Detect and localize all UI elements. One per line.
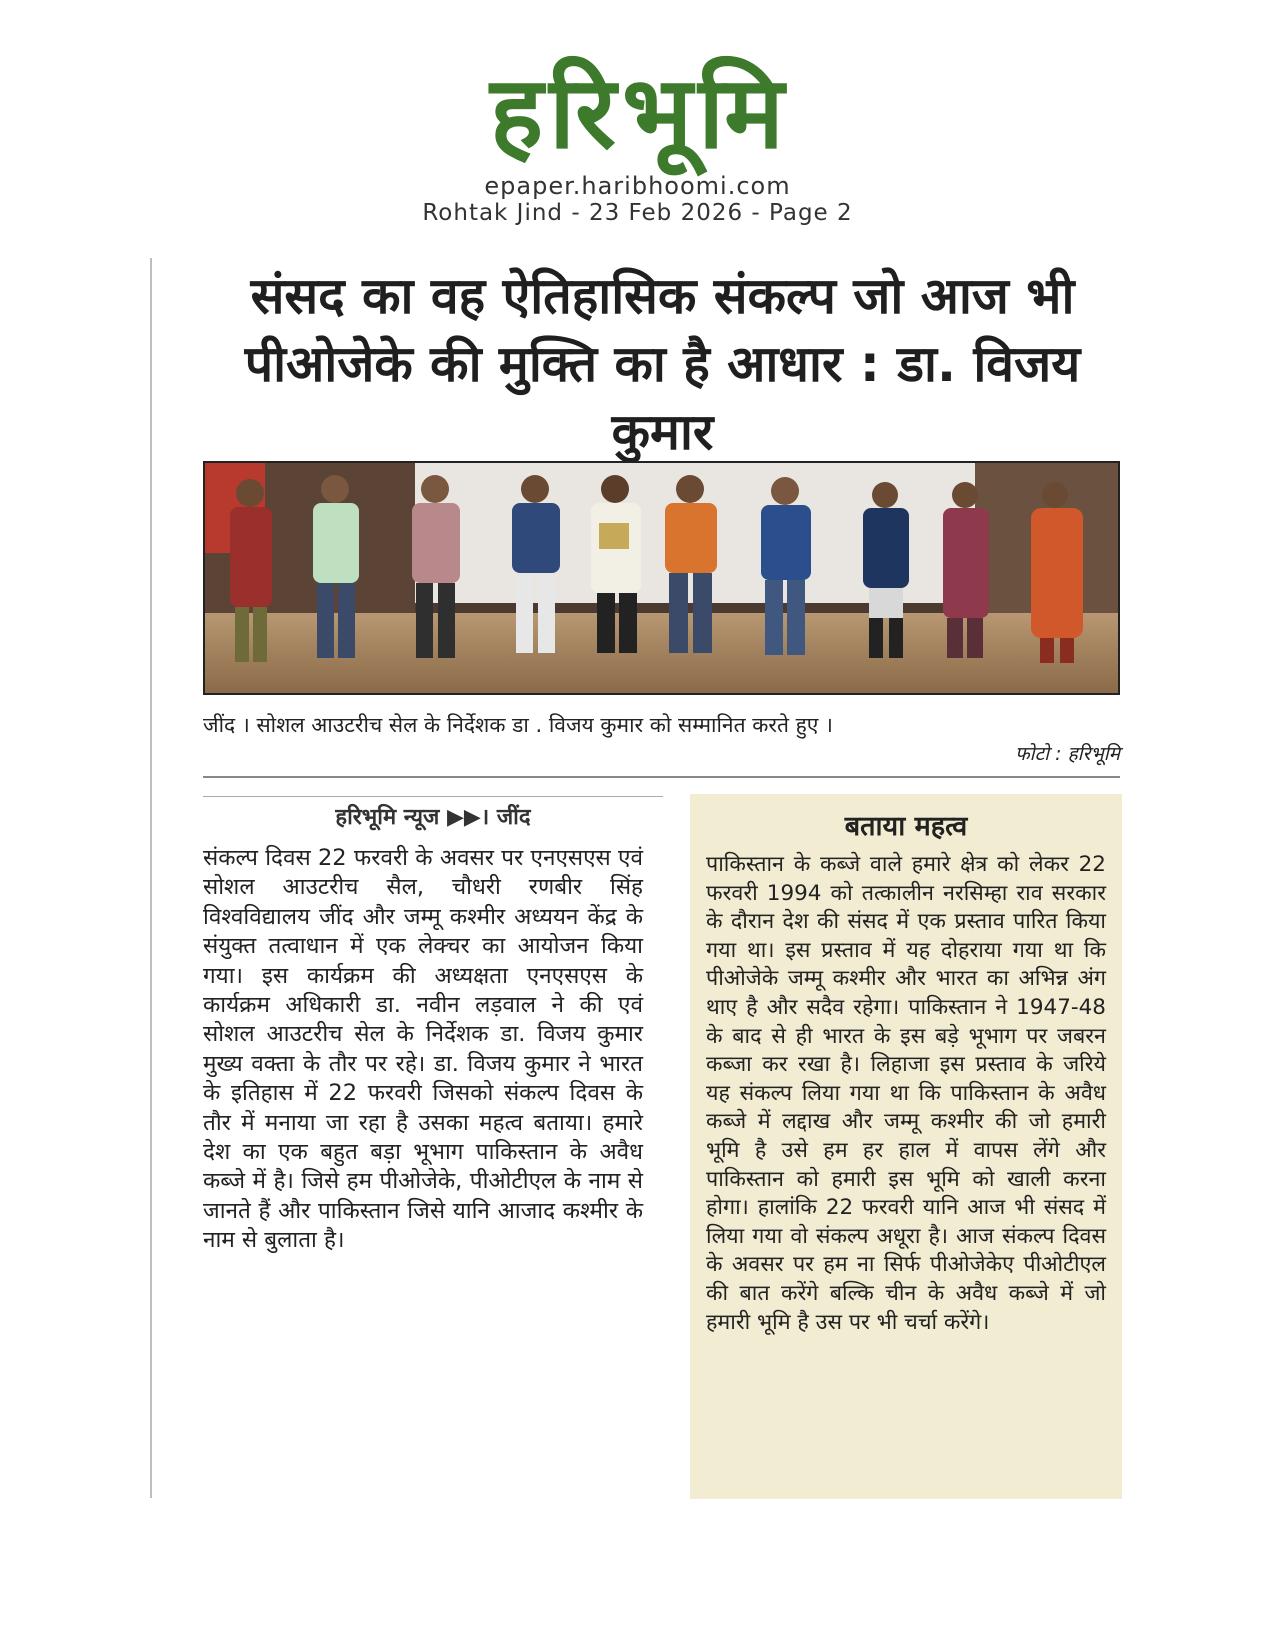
sidebar-box (690, 794, 1122, 1499)
photo-credit: फोटो : हरिभूमि (1015, 743, 1120, 765)
article-headline: संसद का वह ऐतिहासिक संकल्प जो आज भी पीओजेके की मुक्ति का है आधार : डा. विजय कुमार (244, 267, 1081, 461)
sidebar-body: पाकिस्तान के कब्जे वाले हमारे क्षेत्र को लेकर 22 फरवरी 1994 को तत्कालीन नरसिम्हा राव सरकार के दौरान देश की संसद में एक प्रस्ताव पारित किया गया था। इस प्रस्ताव में यह दोहराया गया था कि पीओजेके जम्मू कश्मीर और भारत का अभिन्न अंग थाए है और सदैव रहेगा। पाकिस्तान ने 1947-48 के बाद से ही भारत के इस बड़े भूभाग पर जबरन कब्जा कर रखा है। लिहाजा इस प्रस्ताव के जरिये यह संकल्प लिया गया था कि पाकिस्तान के अवैध कब्जे में लद्दाख और जम्मू कश्मीर की जो हमारी भूमि है उसे हम हर हाल में वापस लेंगे और पाकिस्तान को हमारी इस भूमि को खाली करना होगा। हालांकि 22 फरवरी यानि आज भी संसद में लिया गया वो संकल्प अधूरा है। आज संकल्प दिवस के अवसर पर हम ना सिर्फ पीओजेकेए पीओटीएल की बात करेंगे बल्कि चीन के अवैध कब्जे में जो हमारी भूमि है उस पर भी चर्चा करेंगे। (706, 852, 1106, 1335)
masthead-edition: Rohtak Jind - 23 Feb 2026 - Page 2 (422, 200, 853, 226)
article-photo (203, 461, 1120, 695)
page-margin-rule (150, 258, 152, 1498)
photo-caption: जींद । सोशल आउटरीच सेल के निर्देशक डा . विजय कुमार को सम्मानित करते हुए । (203, 713, 833, 737)
caption-divider (203, 776, 1120, 778)
article-body: संकल्प दिवस 22 फरवरी के अवसर पर एनएसएस एवं सोशल आउटरीच सैल, चौधरी रणबीर सिंह विश्वविद्यालय जींद और जम्मू कश्मीर अध्ययन केंद्र के संयुक्त तत्वाधान में एक लेक्चर का आयोजन किया गया। इस कार्यक्रम की अध्यक्षता एनएसएस के कार्यक्रम अधिकारी डा. नवीन लड़वाल ने की एवं सोशल आउटरीच सेल के निर्देशक डा. विजय कुमार मुख्य वक्ता के तौर पर रहे। डा. विजय कुमार ने भारत के इतिहास में 22 फरवरी जिसको संकल्प दिवस के तौर में मनाया जा रहा है उसका महत्व बताया। हमारे देश का एक बहुत बड़ा भूभाग पाकिस्तान के अवैध कब्जे में है। जिसे हम पीओजेके, पीओटीएल के नाम से जानते हैं और पाकिस्तान जिसे यानि आजाद कश्मीर के नाम से बुलाता है। (203, 845, 643, 1254)
masthead-url: epaper.haribhoomi.com (484, 172, 791, 200)
group-photo-illustration (205, 463, 1118, 693)
sidebar-title: बताया महत्व (844, 811, 968, 842)
masthead-logo: हरिभूमि (490, 54, 790, 171)
article-byline: हरिभूमि न्यूज ▶▶। जींद (203, 796, 663, 830)
